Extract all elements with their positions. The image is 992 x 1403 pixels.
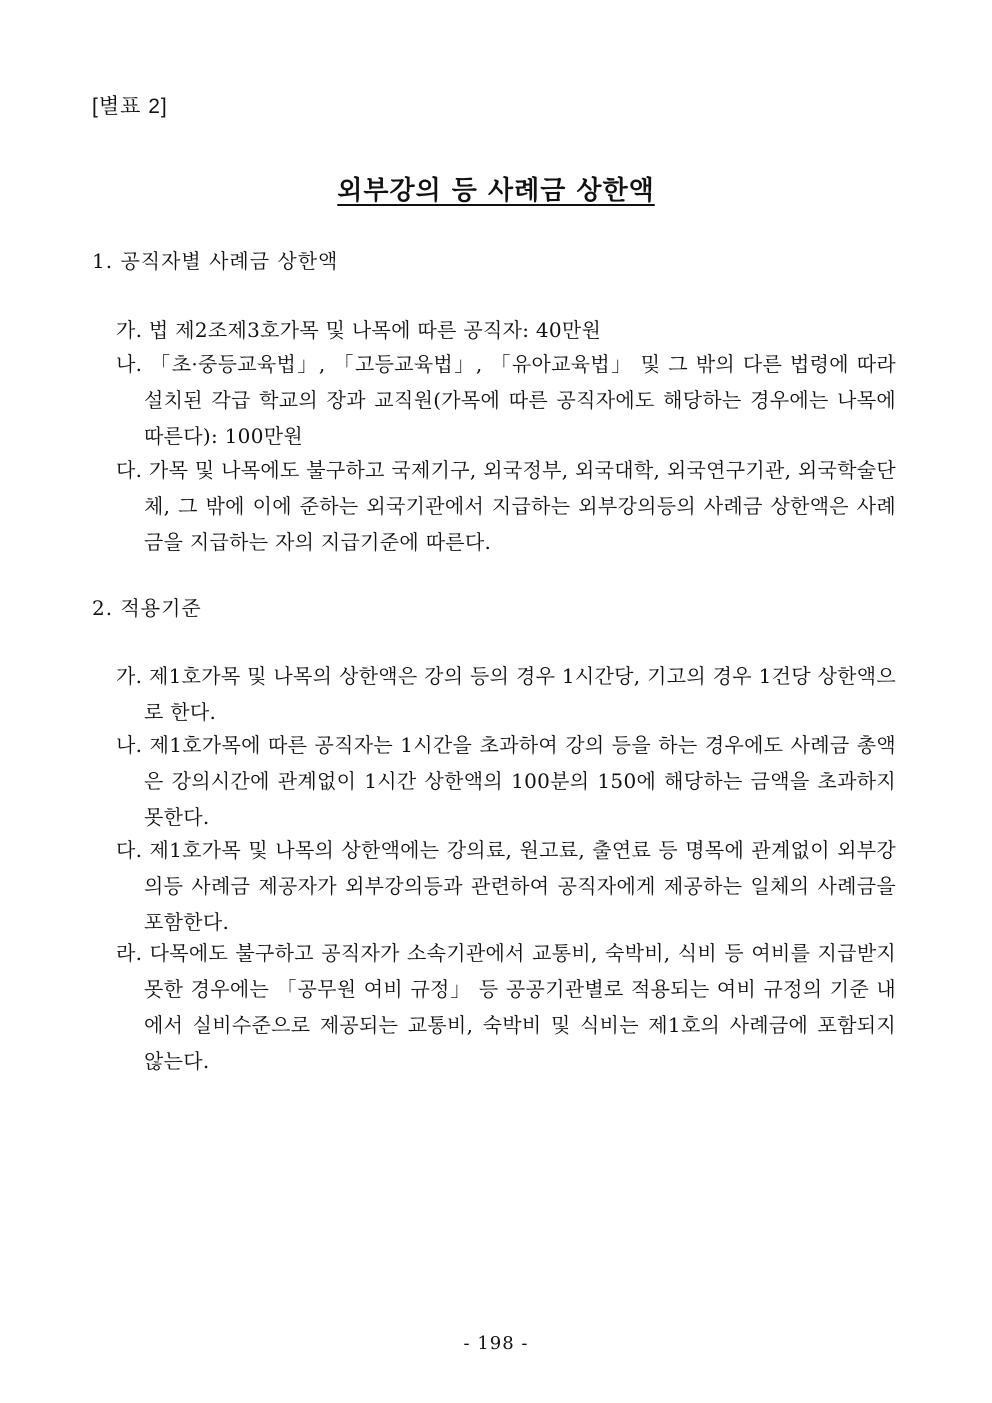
section-heading-1: 1. 공직자별 사례금 상한액 <box>92 249 339 273</box>
document-title-text: 외부강의 등 사례금 상한액 <box>337 176 655 206</box>
annex-label: [별표 2] <box>92 95 168 118</box>
document-title <box>0 170 992 207</box>
section2-item-ra: 라. 다목에도 불구하고 공직자가 소속기관에서 교통비, 숙박비, 식비 등 여비를 지급받지 못한 경우에는 「공무원 여비 규정」 등 공공기관별로 적용되는 여비 규정의 기준 내에서 실비수준으로 제공되는 교통비, 숙박비 및 식비는 제1호의 사례금에 포함되지 않는다. <box>116 941 896 1073</box>
section2-item-da: 다. 제1호가목 및 나목의 상한액에는 강의료, 원고료, 출연료 등 명목에 관계없이 외부강의등 사례금 제공자가 외부강의등과 관련하여 공직자에게 제공하는 일체의 사례금을 포함한다. <box>116 838 896 934</box>
section2-item-ga: 가. 제1호가목 및 나목의 상한액은 강의 등의 경우 1시간당, 기고의 경우 1건당 상한액으로 한다. <box>116 664 896 724</box>
section2-item-na: 나. 제1호가목에 따른 공직자는 1시간을 초과하여 강의 등을 하는 경우에도 사례금 총액은 강의시간에 관계없이 1시간 상한액의 100분의 150에 해당하는 금액을 초과하지 못한다. <box>116 733 896 829</box>
page-number: - 198 - <box>463 1333 529 1354</box>
section1-item-na: 나. 「초·중등교육법」, 「고등교육법」, 「유아교육법」 및 그 밖의 다른 법령에 따라 설치된 각급 학교의 장과 교직원(가목에 따른 공직자에도 해당하는 경우에는 나목에 따른다): 100만원 <box>116 352 896 448</box>
section1-item-da: 다. 가목 및 나목에도 불구하고 국제기구, 외국정부, 외국대학, 외국연구기관, 외국학술단체, 그 밖에 이에 준하는 외국기관에서 지급하는 외부강의등의 사례금 상한액은 사례금을 지급하는 자의 지급기준에 따른다. <box>116 458 896 554</box>
section1-item-ga: 가. 법 제2조제3호가목 및 나목에 따른 공직자: 40만원 <box>116 318 602 342</box>
section-heading-2: 2. 적용기준 <box>92 596 202 620</box>
